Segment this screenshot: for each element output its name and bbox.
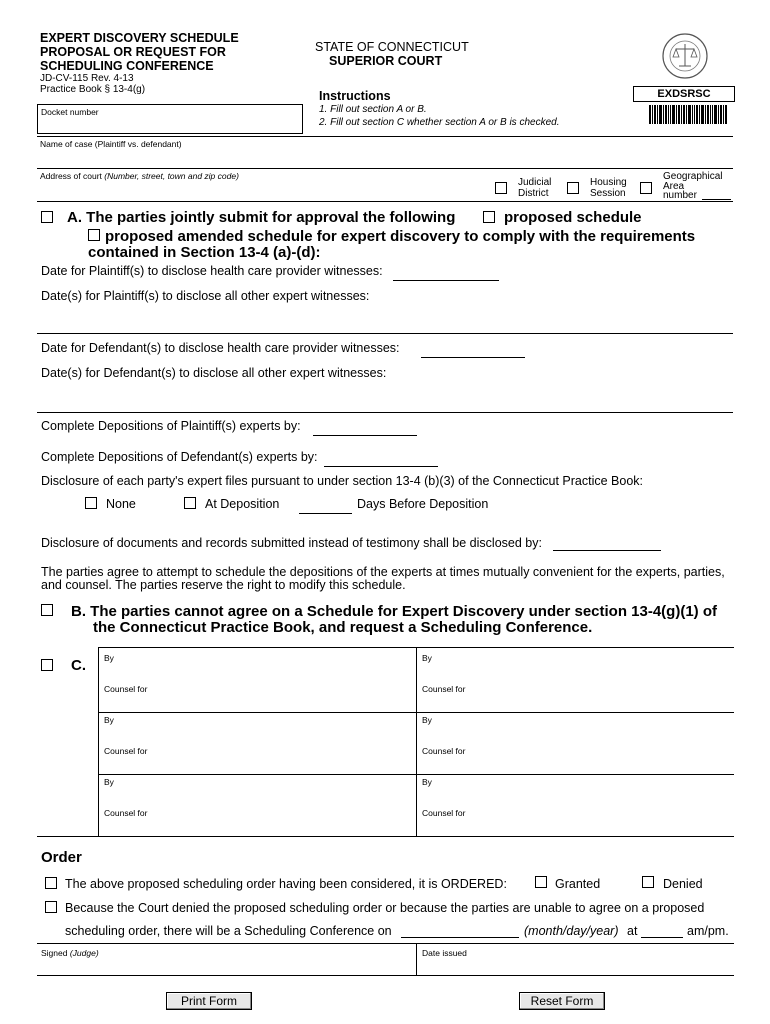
order-line-1: The above proposed scheduling order having been considered, it is ORDERED: [65,877,507,891]
state-seal-icon [661,32,709,80]
depo-plaintiff-label: Complete Depositions of Plaintiff(s) experts by: [41,419,301,433]
order-line-2: Because the Court denied the proposed scheduling order or because the parties are unable to agree on a proposed [65,901,705,915]
denied-checkbox[interactable] [642,876,654,888]
depo-plaintiff-date-field[interactable] [313,435,417,436]
plaintiff-other-dates-field[interactable] [37,305,733,332]
judge-label: (Judge) [69,948,99,958]
state-name: STATE OF CONNECTICUT [315,40,469,54]
instruction-2: 2. Fill out section C whether section A or B is checked. [319,117,560,128]
geographical-area-label [663,172,722,201]
counsel-for-label-3-left: Counsel for [104,808,148,818]
counsel-for-label-1-right: Counsel for [422,684,466,694]
date-issued-field[interactable] [417,944,733,974]
section-c-label: C. [71,657,86,674]
court-address-label: Address of court [40,171,102,181]
conference-time-field[interactable] [641,937,683,938]
mdy-label: (month/day/year) [524,924,619,938]
proposed-schedule-label: proposed schedule [504,209,642,226]
form-title-line-1: EXPERT DISCOVERY SCHEDULE [40,31,239,45]
form-title-line-3: SCHEDULING CONFERENCE [40,59,214,73]
ga-line-2: Area [663,180,685,192]
conference-checkbox[interactable] [45,901,57,913]
at-deposition-label: At Deposition [205,497,280,511]
documents-date-field[interactable] [553,550,661,551]
defendant-hc-date-field[interactable] [421,357,525,358]
documents-label: Disclosure of documents and records submitted instead of testimony shall be disclosed by: [41,536,542,550]
agreement-text [41,566,725,592]
ga-line-1: Geographical [663,171,723,182]
date-issued-label: Date issued [422,948,467,958]
form-number: JD-CV-115 Rev. 4-13 [40,73,134,84]
defendant-other-dates-field[interactable] [37,382,733,411]
ordered-checkbox[interactable] [45,877,57,889]
housing-session-line-1: Housing [590,177,627,188]
section-a-line-3: contained in Section 13-4 (a)-(d): [88,244,321,261]
instruction-1: 1. Fill out section A or B. [319,104,427,115]
order-title: Order [41,849,82,866]
judicial-district-checkbox[interactable] [495,182,507,194]
at-label: at [627,924,638,938]
print-form-button[interactable]: Print Form [166,992,252,1010]
judge-signature-field[interactable] [37,944,415,974]
at-deposition-checkbox[interactable] [184,497,196,509]
agreement-line-1: The parties agree to attempt to schedule the depositions of the experts at times mutually convenient for the experts, parties, [41,565,725,579]
form-code-box: EXDSRSC [633,86,735,102]
section-a-line-2: proposed amended schedule for expert discovery to comply with the requirements [105,228,696,245]
docket-number-field[interactable] [37,104,303,134]
judicial-district-label [518,177,551,199]
geographical-area-checkbox[interactable] [640,182,652,194]
files-disclosure-label: Disclosure of each party's expert files pursuant to under section 13-4 (b)(3) of the Connecticut Practice Book: [41,474,643,488]
by-label-1-right: By [422,653,432,663]
plaintiff-hc-date-field[interactable] [393,280,499,281]
judicial-district-line-2: District [518,188,549,199]
form-title [40,31,239,73]
by-label-2-right: By [422,715,432,725]
housing-session-checkbox[interactable] [567,182,579,194]
depo-defendant-date-field[interactable] [324,466,438,467]
conference-date-field[interactable] [401,937,519,938]
agreement-line-2: and counsel. The parties reserve the right to modify this schedule. [41,578,406,592]
court-name: SUPERIOR COURT [329,54,443,68]
housing-session-label [590,177,627,199]
by-label-2-left: By [104,715,114,725]
section-b-checkbox[interactable] [41,604,53,616]
ga-line-3: number [663,190,697,201]
form-title-line-2: PROPOSAL OR REQUEST FOR [40,45,226,59]
section-a-checkbox[interactable] [41,211,53,223]
instructions-title: Instructions [319,89,391,103]
counsel-for-label-2-left: Counsel for [104,746,148,756]
by-label-3-right: By [422,777,432,787]
plaintiff-other-label: Date(s) for Plaintiff(s) to disclose all other expert witnesses: [41,289,370,303]
days-before-field[interactable] [299,513,352,514]
section-b-line-2: the Connecticut Practice Book, and request a Scheduling Conference. [93,619,593,636]
judicial-district-line-1: Judicial [518,177,552,188]
plaintiff-hc-label: Date for Plaintiff(s) to disclose health care provider witnesses: [41,264,383,278]
by-label-3-left: By [104,777,114,787]
reset-form-button[interactable]: Reset Form [519,992,605,1010]
docket-number-label: Docket number [41,107,99,117]
none-checkbox[interactable] [85,497,97,509]
court-address-hint: (Number, street, town and zip code) [104,171,239,181]
section-c-checkbox[interactable] [41,659,53,671]
counsel-for-label-1-left: Counsel for [104,684,148,694]
days-before-label: Days Before Deposition [357,497,489,511]
amended-schedule-checkbox[interactable] [88,229,100,241]
order-line-3: scheduling order, there will be a Scheduling Conference on [65,924,392,938]
signed-label: Signed [41,948,68,958]
section-a-line-1: A. The parties jointly submit for approval the following [67,209,456,226]
proposed-schedule-checkbox[interactable] [483,211,495,223]
defendant-hc-label: Date for Defendant(s) to disclose health care provider witnesses: [41,341,400,355]
counsel-for-label-2-right: Counsel for [422,746,466,756]
practice-book-ref: Practice Book § 13-4(g) [40,84,146,95]
section-b-line-1: B. The parties cannot agree on a Schedule for Expert Discovery under section 13-4(g)(1) of [71,603,717,620]
housing-session-line-2: Session [590,188,626,199]
barcode-icon [649,105,727,124]
ampm-label: am/pm. [687,924,729,938]
denied-label: Denied [663,877,703,891]
case-name-field[interactable] [37,137,733,167]
counsel-for-label-3-right: Counsel for [422,808,466,818]
defendant-other-label: Date(s) for Defendant(s) to disclose all other expert witnesses: [41,366,387,380]
case-name-label: Name of case (Plaintiff vs. defendant) [40,139,182,149]
court-address-field[interactable] [37,169,487,199]
granted-label: Granted [555,877,601,891]
granted-checkbox[interactable] [535,876,547,888]
depo-defendant-label: Complete Depositions of Defendant(s) experts by: [41,450,318,464]
by-label-1-left: By [104,653,114,663]
none-label: None [106,497,136,511]
ga-number-field[interactable] [702,199,731,200]
